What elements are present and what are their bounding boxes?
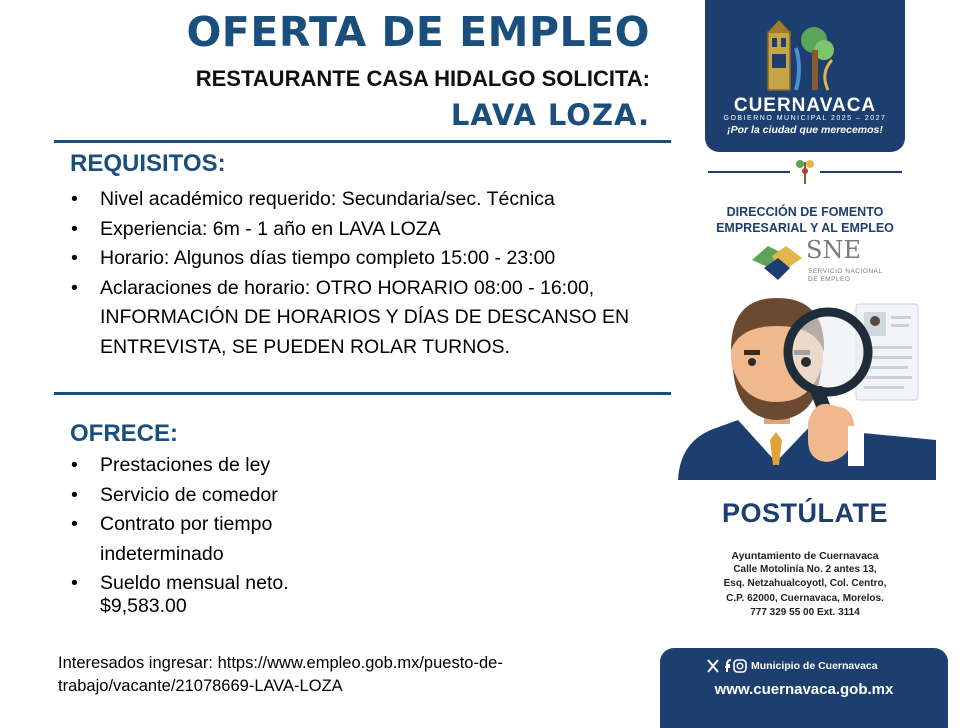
salary-amount: $9,583.00 — [100, 595, 187, 617]
requirement-item: • Aclaraciones de horario: OTRO HORARIO 08:00 - 16:00, INFORMACIÓN DE HORARIOS Y DÍAS DE DESCANSO EN ENTREVISTA, SE PUEDEN ROLAR TURNOS. — [70, 274, 645, 363]
offer-item: • Servicio de comedor — [70, 481, 340, 511]
address-line: Esq. Netzahualcoyotl, Col. Centro, — [723, 578, 887, 590]
agency-name — [690, 204, 920, 236]
address-phone: 777 329 55 00 Ext. 3114 — [750, 606, 860, 618]
divider-middle — [54, 392, 671, 395]
requirement-item: • Experiencia: 6m - 1 año en LAVA LOZA — [70, 215, 670, 245]
sne-subtitle-line: DE EMPLEO — [808, 276, 851, 283]
requirement-item: • Nivel académico requerido: Secundaria/sec. Técnica — [70, 185, 670, 215]
address-line: C.P. 62000, Cuernavaca, Morelos. — [726, 592, 884, 604]
ornament-line-left — [708, 171, 790, 173]
requirement-item: • Horario: Algunos días tiempo completo 15:00 - 23:00 — [70, 244, 670, 274]
social-icons-group — [707, 659, 747, 673]
sne-subtitle — [808, 268, 882, 284]
requirements-heading: REQUISITOS: — [70, 150, 226, 177]
offers-list — [70, 451, 340, 599]
social-account-label: Municipio de Cuernavaca — [751, 660, 878, 672]
agency-line: EMPRESARIAL Y AL EMPLEO — [716, 221, 894, 235]
offer-item: • Contrato por tiempo indeterminado — [70, 510, 340, 569]
job-position: LAVA LOZA. — [450, 98, 650, 132]
x-icon[interactable] — [708, 660, 718, 672]
requirements-list — [70, 185, 670, 362]
ornament-plant-icon — [794, 158, 816, 186]
apply-link-text[interactable]: Interesados ingresar: https://www.empleo.gob.mx/puesto-de-trabajo/vacante/21078669-LAVA-LOZA — [58, 654, 503, 695]
address-line: Calle Motolinía No. 2 antes 13, — [733, 564, 877, 576]
ornament-line-right — [820, 171, 902, 173]
agency-line: DIRECCIÓN DE FOMENTO — [726, 205, 884, 219]
recruiter-magnifier-illustration — [676, 290, 938, 482]
apply-cta-heading: POSTÚLATE — [722, 498, 888, 528]
website-link[interactable]: www.cuernavaca.gob.mx — [714, 681, 894, 698]
offers-heading: OFRECE: — [70, 420, 178, 447]
handshake-icon — [750, 238, 804, 284]
address-name: Ayuntamiento de Cuernavaca — [731, 550, 879, 562]
logo-government-period: GOBIERNO MUNICIPAL 2025 – 2027 — [723, 115, 887, 122]
facebook-icon[interactable] — [725, 660, 731, 672]
offer-item: • Sueldo mensual neto. — [70, 569, 340, 599]
logo-slogan: ¡Por la ciudad que merecemos! — [727, 124, 883, 136]
page-title: OFERTA DE EMPLEO — [186, 8, 650, 56]
divider-top — [54, 140, 671, 143]
offer-item: • Prestaciones de ley — [70, 451, 340, 481]
sne-logo-text: SNE — [806, 236, 861, 264]
sne-subtitle-line: SERVICIO NACIONAL — [808, 268, 883, 275]
logo-city-name: CUERNAVACA — [733, 95, 877, 116]
cuernavaca-emblem-icon — [762, 18, 842, 93]
contact-address — [690, 549, 920, 620]
instagram-icon[interactable] — [734, 660, 746, 672]
employer-subtitle: RESTAURANTE CASA HIDALGO SOLICITA: — [195, 66, 650, 91]
